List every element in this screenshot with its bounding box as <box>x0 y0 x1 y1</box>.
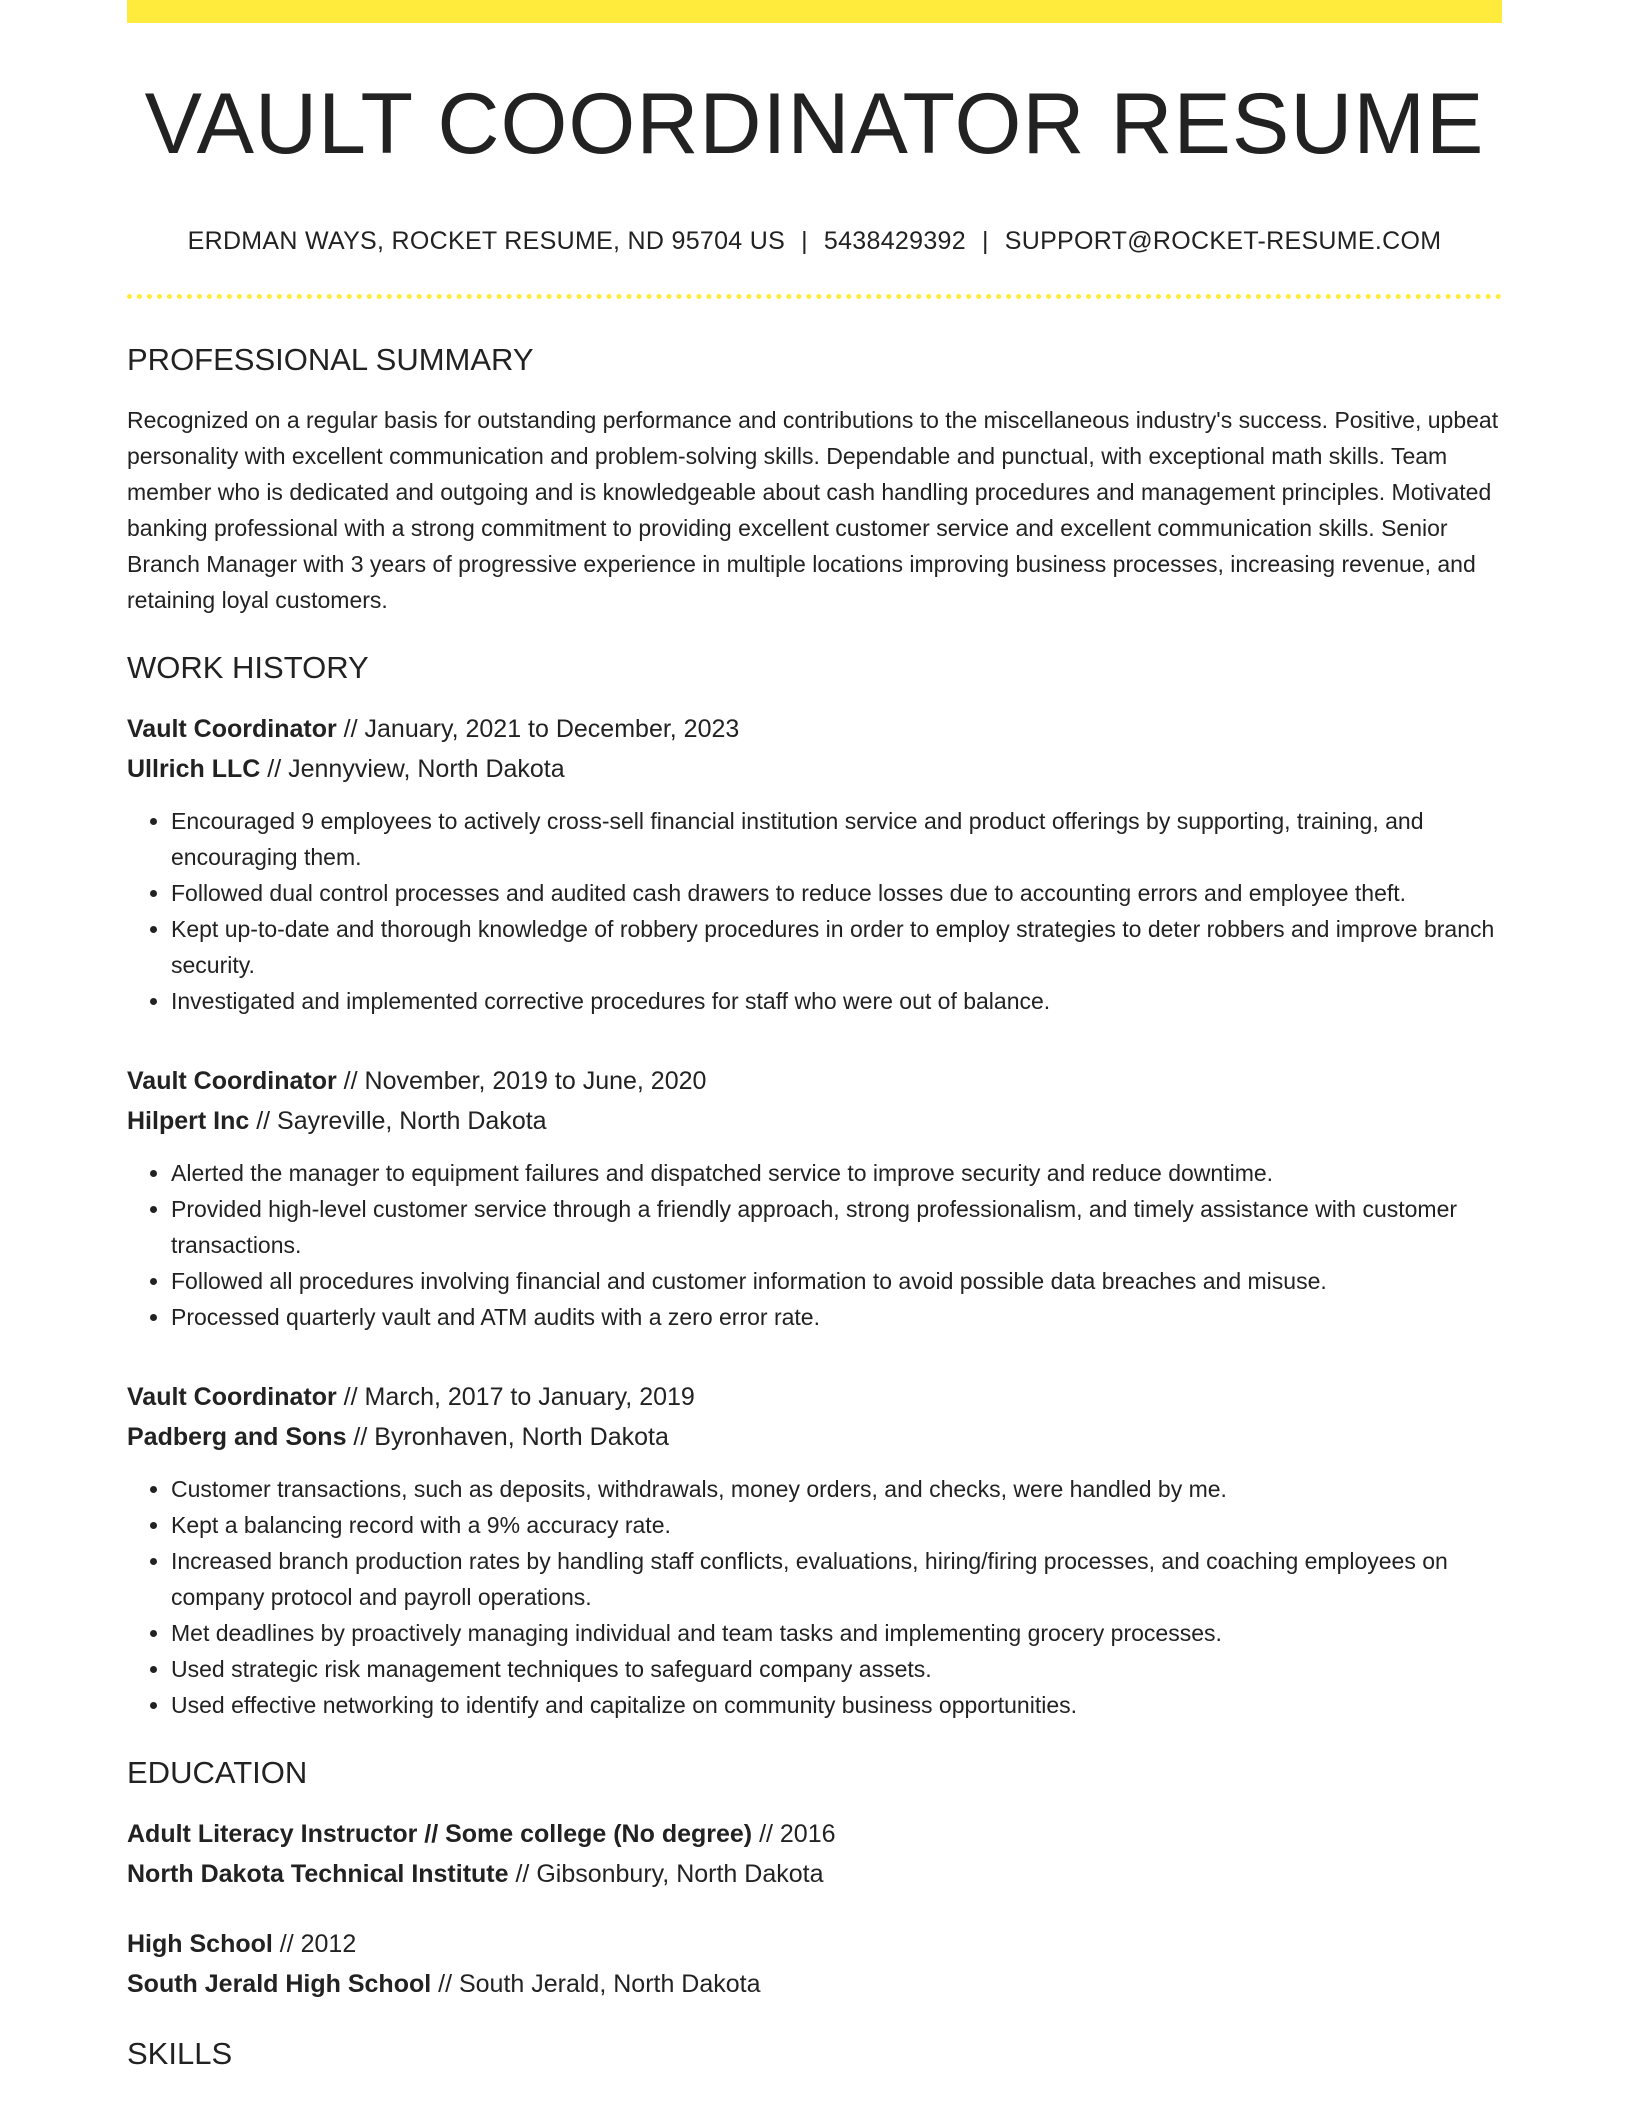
list-item: • Met deadlines by proactively managing individual and team tasks and implementing grocery processes. <box>171 1615 1502 1651</box>
dotted-divider <box>127 294 1502 299</box>
job-location: // Jennyview, North Dakota <box>260 755 565 783</box>
section-heading-education: EDUCATION <box>127 1755 308 1790</box>
list-item: • Followed dual control processes and audited cash drawers to reduce losses due to accounting errors and employee theft. <box>171 875 1502 911</box>
section-heading-work-history: WORK HISTORY <box>127 650 369 685</box>
list-item: • Encouraged 9 employees to actively cross-sell financial institution service and product offerings by supporting, training, and encouraging them. <box>171 803 1502 875</box>
education-school: North Dakota Technical Institute <box>127 1860 509 1888</box>
contact-phone: 5438429392 <box>823 227 966 255</box>
education-degree-line <box>127 1814 1502 1854</box>
resume-page <box>127 0 1502 2069</box>
resume-title: VAULT COORDINATOR RESUME <box>144 76 1485 172</box>
education-location: // South Jerald, North Dakota <box>431 1970 761 1998</box>
education-degree-line <box>127 1924 1502 1964</box>
list-item: • Alerted the manager to equipment failures and dispatched service to improve security and reduce downtime. <box>171 1155 1502 1191</box>
job-title: Vault Coordinator <box>127 1383 337 1411</box>
education-entry <box>127 1814 1502 1894</box>
job-bullets <box>127 1471 1502 1723</box>
list-item: • Kept up-to-date and thorough knowledge of robbery procedures in order to employ strategies to deter robbers and improve branch security. <box>171 911 1502 983</box>
job-entry <box>127 709 1502 1019</box>
job-company: Ullrich LLC <box>127 755 261 783</box>
list-item: • Provided high-level customer service through a friendly approach, strong professionalism, and timely assistance with customer transactions. <box>171 1191 1502 1263</box>
list-item: • Used strategic risk management techniques to safeguard company assets. <box>171 1651 1502 1687</box>
summary-paragraph: Recognized on a regular basis for outstanding performance and contributions to the miscellaneous industry's success. Positive, upbeat personality with excellent communication and problem-solving skills. Dependable and punctual, with exceptional math skills. Team member who is dedicated and outgoing and is knowledgeable about cash handling procedures and management principles. Motivated banking professional with a strong commitment to providing excellent customer service and excellent communication skills. Senior Branch Manager with 3 years of progressive experience in multiple locations improving business processes, increasing revenue, and retaining loyal customers. <box>127 407 1499 613</box>
list-item: • Kept a balancing record with a 9% accuracy rate. <box>171 1507 1502 1543</box>
education-school-line <box>127 1964 1502 2004</box>
job-location: // Byronhaven, North Dakota <box>346 1423 669 1451</box>
contact-email[interactable]: SUPPORT@ROCKET-RESUME.COM <box>1004 227 1442 255</box>
job-dates: // March, 2017 to January, 2019 <box>336 1383 695 1411</box>
education-school: South Jerald High School <box>127 1970 432 1998</box>
job-entry <box>127 1061 1502 1335</box>
education-entry <box>127 1924 1502 2004</box>
education-degree: Adult Literacy Instructor // Some college (No degree) <box>127 1820 753 1848</box>
list-item: • Investigated and implemented corrective procedures for staff who were out of balance. <box>171 983 1502 1019</box>
job-dates: // November, 2019 to June, 2020 <box>336 1067 707 1095</box>
section-heading-skills: SKILLS <box>127 2036 233 2071</box>
job-title: Vault Coordinator <box>127 1067 337 1095</box>
education-year: // 2012 <box>272 1930 357 1958</box>
contact-address: ERDMAN WAYS, ROCKET RESUME, ND 95704 US <box>187 227 786 255</box>
job-title-line <box>127 1061 1502 1101</box>
job-location: // Sayreville, North Dakota <box>249 1107 547 1135</box>
job-title-line <box>127 709 1502 749</box>
list-item: • Increased branch production rates by handling staff conflicts, evaluations, hiring/firing processes, and coaching employees on company protocol and payroll operations. <box>171 1543 1502 1615</box>
job-company-line <box>127 1101 1502 1141</box>
job-company-line <box>127 749 1502 789</box>
job-company: Hilpert Inc <box>127 1107 250 1135</box>
job-entry <box>127 1377 1502 1723</box>
job-title: Vault Coordinator <box>127 715 337 743</box>
list-item: • Customer transactions, such as deposits, withdrawals, money orders, and checks, were handled by me. <box>171 1471 1502 1507</box>
list-item: • Used effective networking to identify and capitalize on community business opportunities. <box>171 1687 1502 1723</box>
education-school-line <box>127 1854 1502 1894</box>
education-year: // 2016 <box>752 1820 836 1848</box>
education-degree: High School <box>127 1930 273 1958</box>
education-location: // Gibsonbury, North Dakota <box>508 1860 824 1888</box>
job-title-line <box>127 1377 1502 1417</box>
job-bullets <box>127 803 1502 1019</box>
list-item: • Processed quarterly vault and ATM audits with a zero error rate. <box>171 1299 1502 1335</box>
top-accent-bar <box>127 0 1502 23</box>
job-company-line <box>127 1417 1502 1457</box>
job-dates: // January, 2021 to December, 2023 <box>336 715 740 743</box>
section-heading-summary: PROFESSIONAL SUMMARY <box>127 342 534 377</box>
contact-separator: | <box>981 227 989 255</box>
contact-separator: | <box>801 227 808 255</box>
list-item: • Followed all procedures involving financial and customer information to avoid possible data breaches and misuse. <box>171 1263 1502 1299</box>
job-company: Padberg and Sons <box>127 1423 347 1451</box>
job-bullets <box>127 1155 1502 1335</box>
contact-line <box>127 229 1502 254</box>
